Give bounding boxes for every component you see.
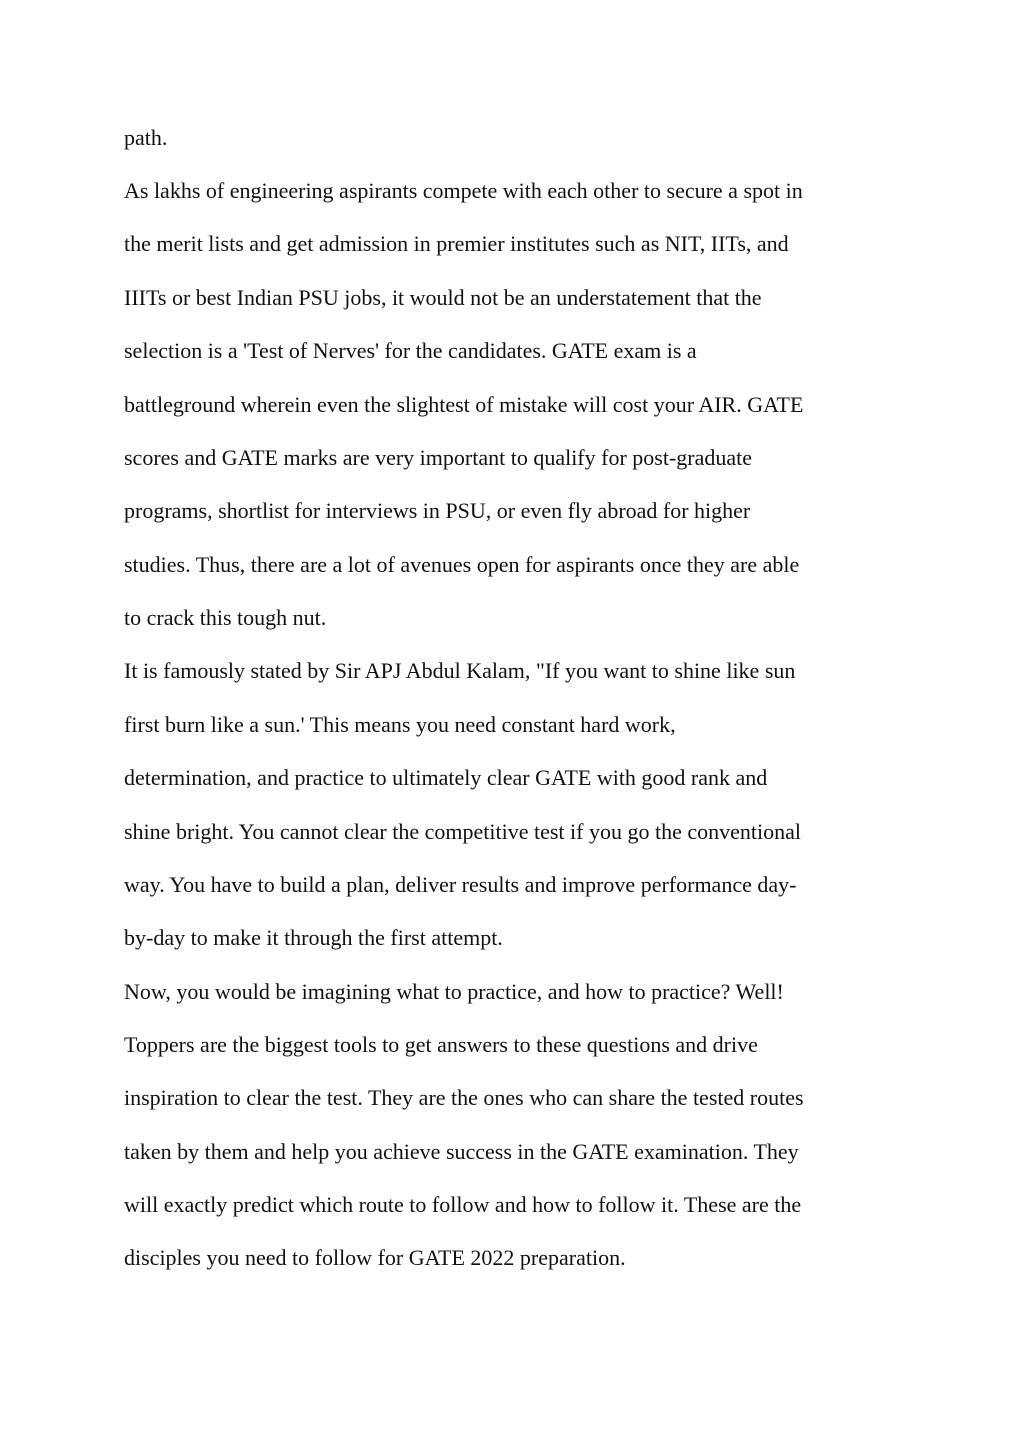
text-line: first burn like a sun.' This means you need constant hard work,	[124, 712, 676, 737]
text-line: taken by them and help you achieve success in the GATE examination. They	[124, 1139, 799, 1164]
text-line: will exactly predict which route to follow and how to follow it. These are the	[124, 1192, 802, 1217]
text-line: battleground wherein even the slightest of mistake will cost your AIR. GATE	[124, 392, 804, 417]
text-line: to crack this tough nut.	[124, 605, 327, 630]
text-line: determination, and practice to ultimately clear GATE with good rank and	[124, 765, 768, 790]
text-line: As lakhs of engineering aspirants compete with each other to secure a spot in	[124, 178, 803, 203]
text-line: way. You have to build a plan, deliver results and improve performance day-	[124, 872, 797, 897]
text-line: disciples you need to follow for GATE 2022 preparation.	[124, 1245, 626, 1270]
text-line: selection is a 'Test of Nerves' for the candidates. GATE exam is a	[124, 338, 697, 363]
text-line: the merit lists and get admission in premier institutes such as NIT, IITs, and	[124, 231, 789, 256]
text-line: It is famously stated by Sir APJ Abdul Kalam, "If you want to shine like sun	[124, 658, 796, 683]
text-line: by-day to make it through the first attempt.	[124, 925, 503, 950]
text-line: shine bright. You cannot clear the competitive test if you go the conventional	[124, 819, 801, 844]
text-line: inspiration to clear the test. They are the ones who can share the tested routes	[124, 1085, 804, 1110]
text-line: studies. Thus, there are a lot of avenues open for aspirants once they are able	[124, 552, 800, 577]
text-line: Now, you would be imagining what to practice, and how to practice? Well!	[124, 979, 784, 1004]
text-line: Toppers are the biggest tools to get answers to these questions and drive	[124, 1032, 758, 1057]
text-line: IIITs or best Indian PSU jobs, it would not be an understatement that the	[124, 285, 762, 310]
text-line: scores and GATE marks are very important to qualify for post-graduate	[124, 445, 753, 470]
text-line: programs, shortlist for interviews in PSU, or even fly abroad for higher	[124, 498, 751, 523]
text-line: path.	[124, 125, 168, 150]
